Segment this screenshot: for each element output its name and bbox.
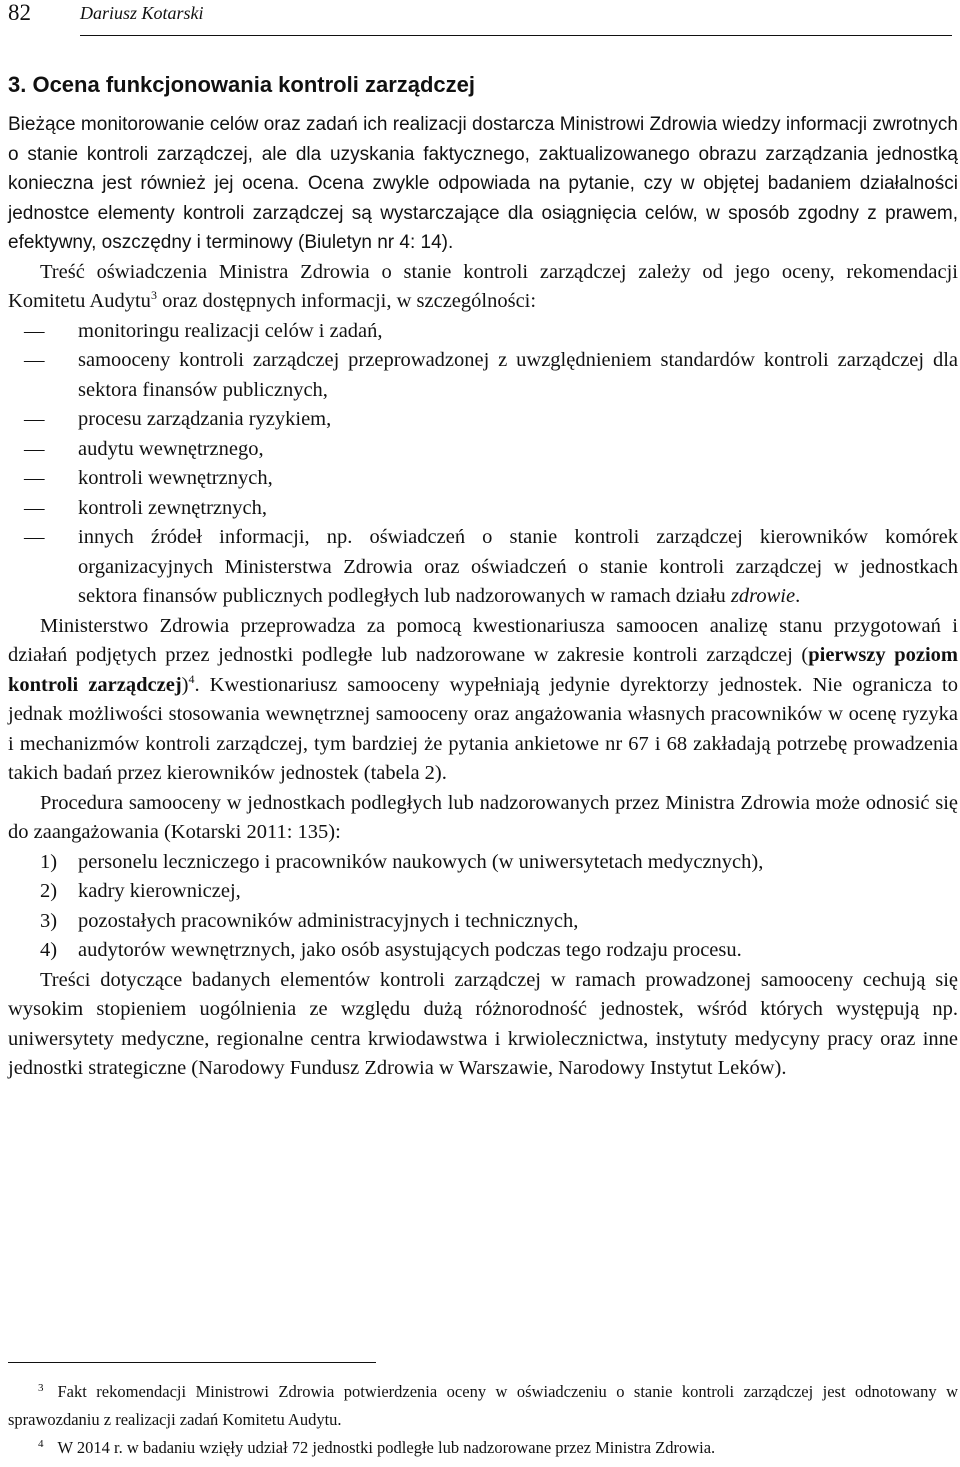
footnote-ref-3: 3	[150, 288, 157, 303]
list-item-text: kontroli zewnętrznych,	[78, 496, 267, 519]
paragraph-intro	[8, 110, 958, 258]
dash-bullet: —	[24, 437, 45, 460]
paragraph-intro-lead: Bieżące monitorowanie celów oraz zadań ich realizacji dostarcza Ministrowi Zdrowia wiedzy informacji zwrotnych o stanie kontroli zarządczej, ale dla uzyskania faktycznego, zaktualizowanego obrazu zarządzania jednostką konieczna jest również jej ocena.	[8, 114, 958, 194]
footnote-text: Fakt rekomendacji Ministrowi Zdrowia potwierdzenia oceny w oświadczeniu o stanie kontroli zarządczej jest odnotowany w sprawozdaniu z realizacji zadań Komitetu Audytu.	[8, 1382, 958, 1429]
paragraph-intro-rest: Ocena zwykle odpowiada na pytanie, czy w objętej badaniem działalności jednostce elementy kontroli zarządczej są wystarczające dla osiągnięcia celów, w sposób zgodny z prawem, efektywny, oszczędny i terminowy (Biuletyn nr 4: 14).	[8, 173, 959, 253]
dash-bullet: —	[24, 496, 45, 519]
paragraph-questionnaire-bold: pierwszy poziom kontroli zarządczej	[8, 644, 959, 696]
footnote-3	[8, 1378, 958, 1434]
list-item-text: monitoringu realizacji celów i zadań,	[78, 319, 383, 342]
item-number: 1)	[40, 850, 58, 873]
footnote-text: W 2014 r. w badaniu wzięły udział 72 jednostki podległe lub nadzorowane przez Ministra Zdrowia.	[57, 1438, 716, 1457]
list-item	[8, 464, 958, 494]
list-item-text: samooceny kontroli zarządczej przeprowadzonej z uwzględnieniem standardów kontroli zarządczej dla sektora finansów publicznych,	[78, 349, 958, 401]
footnote-4	[8, 1434, 958, 1462]
page-header	[8, 0, 952, 36]
item-number: 3)	[40, 909, 58, 932]
paragraph-declaration	[8, 258, 958, 317]
main-text	[8, 64, 958, 1084]
footnotes	[8, 1378, 958, 1462]
list-item-text: audytu wewnętrznego,	[78, 437, 264, 460]
dash-bullet: —	[24, 408, 45, 430]
list-item-text: kontroli wewnętrznych,	[78, 467, 273, 489]
paragraph-declaration-text-b: oraz dostępnych informacji, w szczególności:	[162, 290, 537, 312]
numbered-item-text: pozostałych pracowników administracyjnych i technicznych,	[78, 909, 579, 932]
list-item	[8, 317, 958, 347]
paragraph-declaration-text-a: Treść oświadczenia Ministra Zdrowia o stanie kontroli zarządczej zależy od jego oceny, rekomendacji Komitetu Audytu	[8, 260, 958, 312]
running-head-author: Dariusz Kotarski	[80, 3, 204, 23]
sources-list	[8, 317, 958, 612]
paragraph-content: Treści dotyczące badanych elementów kontroli zarządczej w ramach prowadzonej samooceny cechują się wysokim stopieniem uogólnienia ze względu dużą różnorodność jednostek, wśród których występują np. uniwersytety medyczne, regionalne centra krwiodawstwa i krwiolecznictwa, instytuty medycyny pracy oraz inne jednostki strategiczne (Narodowy Fundusz Zdrowia w Warszawie, Narodowy Instytut Leków).	[8, 968, 958, 1079]
list-item	[8, 346, 958, 405]
footnote-mark: 4	[38, 1437, 44, 1450]
item-number: 4)	[40, 939, 58, 961]
dash-bullet: —	[24, 526, 45, 548]
numbered-item	[8, 907, 958, 937]
list-item	[8, 405, 958, 435]
list-item-end: .	[795, 585, 801, 607]
dash-bullet: —	[24, 349, 45, 371]
numbered-item	[8, 848, 958, 878]
list-item	[8, 523, 958, 612]
paragraph-procedure: Procedura samooceny w jednostkach podległych lub nadzorowanych przez Ministra Zdrowia może odnosić się do zaangażowania (Kotarski 2011: 135):	[8, 791, 958, 843]
numbered-item-text: personelu leczniczego i pracowników naukowych (w uniwersytetach medycznych),	[78, 850, 764, 873]
footnote-rule	[8, 1362, 376, 1363]
section-title: 3. Ocena funkcjonowania kontroli zarządczej	[8, 72, 476, 97]
page-number: 82	[8, 0, 31, 25]
numbered-item-text: kadry kierowniczej,	[78, 880, 241, 902]
list-item	[8, 435, 958, 465]
footnote-ref-4: 4	[188, 671, 195, 686]
list-item-text: procesu zarządzania ryzykiem,	[78, 408, 332, 430]
item-number: 2)	[40, 880, 58, 902]
dash-bullet: —	[24, 319, 45, 342]
header-rule	[80, 35, 952, 36]
paragraph-questionnaire-text-c: . Kwestionariusz samooceny wypełniają jedynie dyrektorzy jednostek. Nie ogranicza to jednak możliwości stosowania wewnętrznej samooceny oraz angażowania własnych pracowników w ocenę ryzyka i mechanizmów kontroli zarządczej, tym bardziej że pytania ankietowe nr 67 i 68 zakładają potrzebę prowadzenia takich badań przez kierowników jednostek (tabela 2).	[8, 673, 958, 784]
numbered-item	[8, 877, 958, 907]
participants-list	[8, 848, 958, 966]
dash-bullet: —	[24, 467, 45, 489]
list-item	[8, 494, 958, 524]
paragraph-questionnaire	[8, 612, 958, 789]
paragraph-questionnaire-text-b: )	[181, 673, 189, 696]
list-item-text: innych źródeł informacji, np. oświadczeń o stanie kontroli zarządczej kierowników komórek organizacyjnych Ministerstwa Zdrowia oraz oświadczeń o stanie kontroli zarządczej w jednostkach sektora finansów publicznych podległych lub nadzorowanych w ramach działu	[78, 526, 958, 607]
list-item-italic: zdrowie	[730, 585, 796, 607]
paragraph-questionnaire-text-a: Ministerstwo Zdrowia przeprowadza za pomocą kwestionariusza samoocen analizę stanu przygotowań i działań podjętych przez jednostki podległe lub nadzorowane w zakresie kontroli zarządczej (	[8, 614, 958, 666]
footnote-mark: 3	[38, 1381, 44, 1394]
numbered-item	[8, 936, 958, 966]
numbered-item-text: audytorów wewnętrznych, jako osób asystujących podczas tego rodzaju procesu.	[78, 939, 742, 961]
